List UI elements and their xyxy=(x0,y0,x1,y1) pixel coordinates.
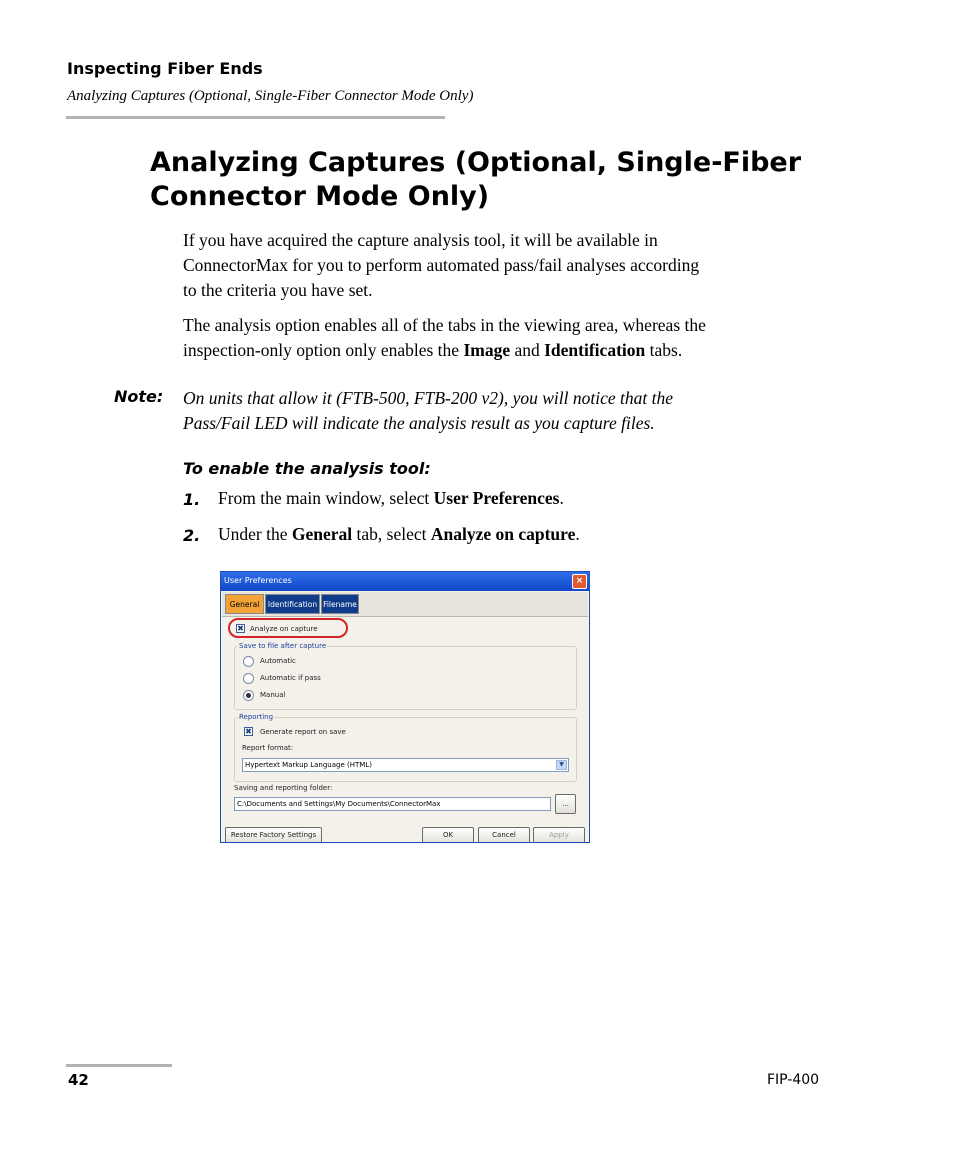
text-line: On units that allow it (FTB-500, FTB-200 v2), you will notice that the xyxy=(183,388,673,408)
ok-button[interactable]: OK xyxy=(422,827,474,843)
footer-rule xyxy=(66,1064,172,1067)
generate-report-label: Generate report on save xyxy=(260,728,346,736)
paragraph-options xyxy=(183,313,833,363)
text-line: to the criteria you have set. xyxy=(183,280,373,300)
radio-label: Automatic xyxy=(260,657,296,665)
analyze-on-capture-label: Analyze on capture xyxy=(250,625,318,633)
page-title xyxy=(150,146,850,214)
report-format-value: Hypertext Markup Language (HTML) xyxy=(245,761,372,769)
dialog-title-bar xyxy=(221,572,589,591)
text-line: inspection-only option only enables the Image and Identification tabs. xyxy=(183,340,683,360)
page-number: 42 xyxy=(68,1071,89,1089)
tab-filename[interactable]: Filename xyxy=(321,594,359,614)
step-text: From the main window, select User Preferences. xyxy=(218,488,564,508)
folder-path-input[interactable] xyxy=(234,797,551,811)
dialog-title: User Preferences xyxy=(224,576,292,585)
radio-automatic[interactable] xyxy=(243,656,254,667)
report-format-label: Report format: xyxy=(242,744,294,752)
radio-automatic-if-pass[interactable] xyxy=(243,673,254,684)
product-name: FIP-400 xyxy=(767,1072,820,1088)
apply-button[interactable]: Apply xyxy=(533,827,585,843)
text-line: ConnectorMax for you to perform automated pass/fail analyses according xyxy=(183,255,700,275)
running-header-section: Analyzing Captures (Optional, Single-Fiber Connector Mode Only) xyxy=(67,88,474,104)
radio-selected-dot xyxy=(246,693,251,698)
paragraph-intro xyxy=(183,228,823,303)
title-line: Connector Mode Only) xyxy=(150,181,490,212)
generate-report-checkbox[interactable]: ✖ xyxy=(245,727,252,736)
restore-factory-settings-button[interactable]: Restore Factory Settings xyxy=(225,827,322,843)
text-line: The analysis option enables all of the tabs in the viewing area, whereas the xyxy=(183,315,706,335)
step-number: 1. xyxy=(183,490,201,509)
radio-manual[interactable] xyxy=(243,690,254,701)
browse-button[interactable]: ... xyxy=(555,794,576,814)
step-text: Under the General tab, select Analyze on capture. xyxy=(218,524,580,544)
cancel-button[interactable]: Cancel xyxy=(478,827,530,843)
analyze-on-capture-checkbox[interactable]: ✖ xyxy=(237,624,244,633)
highlight-circle xyxy=(228,618,348,638)
step-number: 2. xyxy=(183,526,201,545)
folder-path-value: C:\Documents and Settings\My Documents\ConnectorMax xyxy=(237,800,441,808)
chevron-down-icon[interactable]: ▼ xyxy=(556,760,567,770)
running-header-chapter: Inspecting Fiber Ends xyxy=(67,59,263,78)
save-group-label: Save to file after capture xyxy=(239,642,327,650)
ui-term-identification: Identification xyxy=(544,340,646,360)
radio-label: Automatic if pass xyxy=(260,674,321,682)
note-label: Note: xyxy=(114,387,164,406)
folder-label: Saving and reporting folder: xyxy=(234,784,333,792)
user-preferences-dialog xyxy=(220,571,590,843)
ui-term-image: Image xyxy=(463,340,511,360)
note-text xyxy=(183,386,803,436)
text-line: Pass/Fail LED will indicate the analysis result as you capture files. xyxy=(183,413,655,433)
close-icon[interactable]: × xyxy=(572,574,587,589)
radio-label: Manual xyxy=(260,691,286,699)
report-format-select[interactable] xyxy=(242,758,569,772)
reporting-group-label: Reporting xyxy=(239,713,274,721)
text-line: If you have acquired the capture analysis tool, it will be available in xyxy=(183,230,658,250)
procedure-title: To enable the analysis tool: xyxy=(183,459,431,478)
tab-general[interactable]: General xyxy=(225,594,264,614)
tab-bar xyxy=(222,592,588,617)
title-line: Analyzing Captures (Optional, Single-Fiber xyxy=(150,147,802,178)
header-rule xyxy=(66,116,445,119)
tab-identification[interactable]: Identification xyxy=(265,594,320,614)
